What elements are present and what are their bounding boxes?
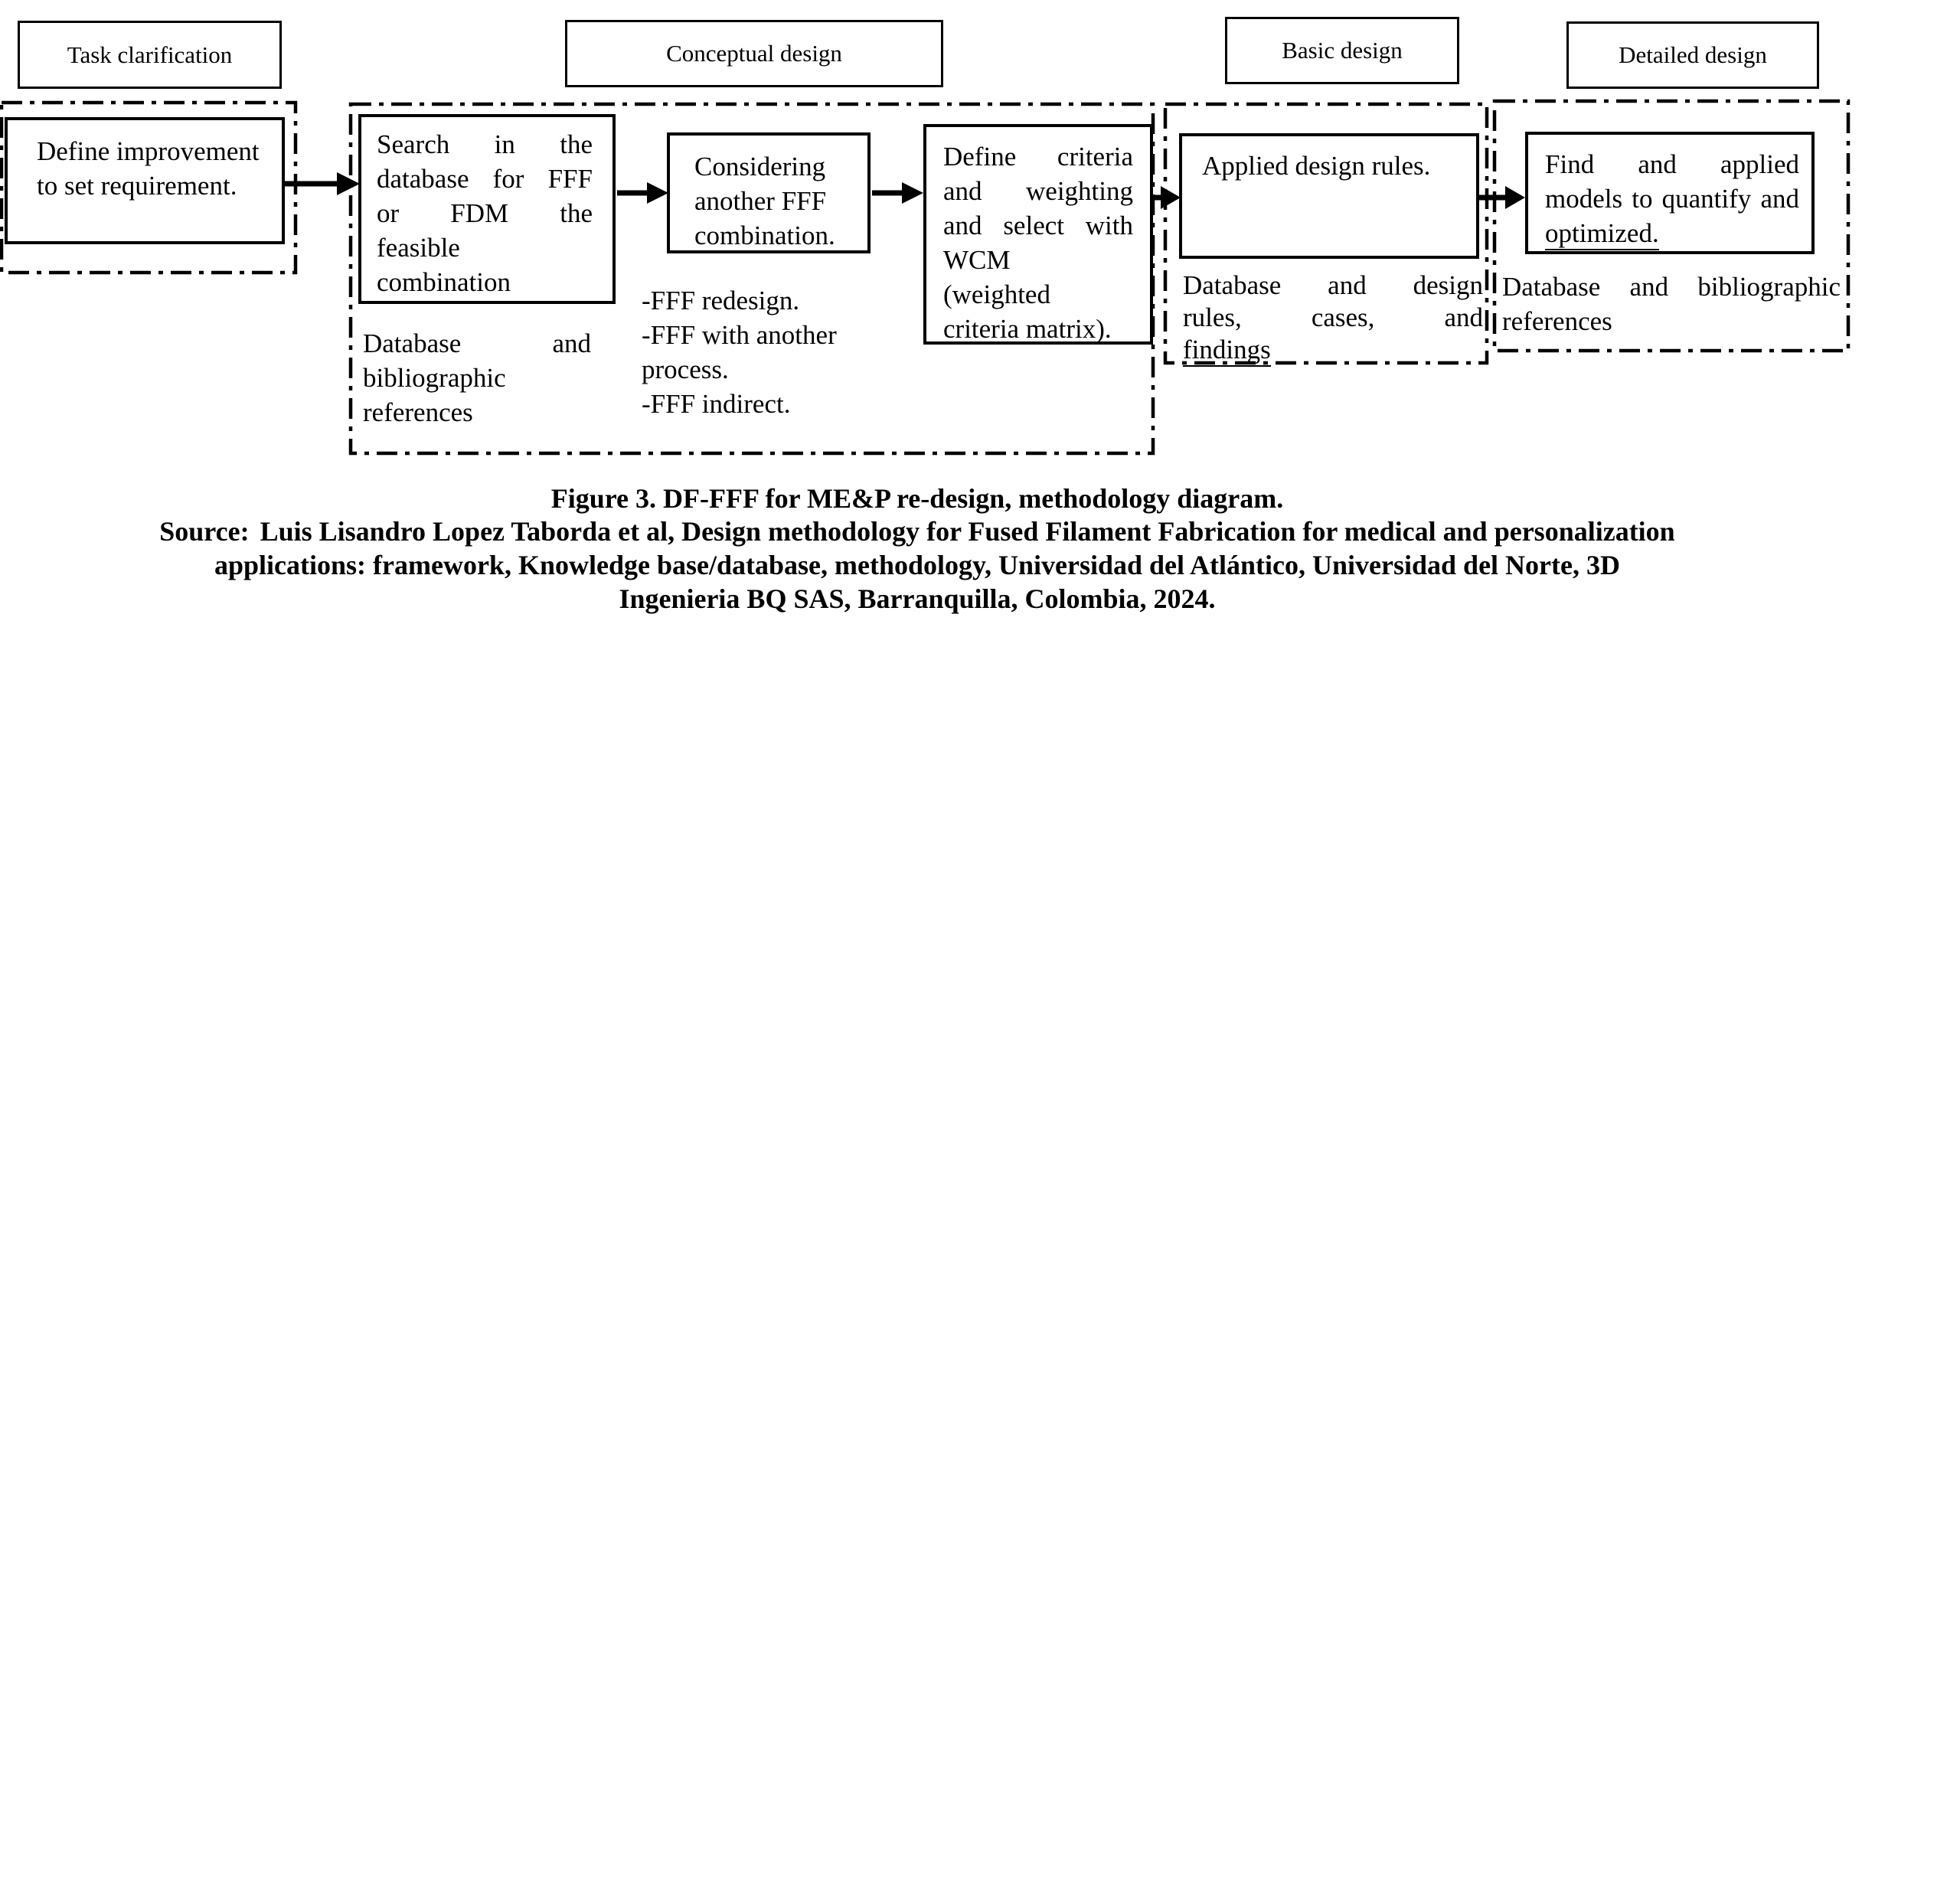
box-line: criteria matrix). (943, 314, 1112, 344)
stage-header-detailed: Detailed design (1566, 21, 1819, 89)
figure-caption-title: Figure 3. DF-FFF for ME&P re-design, methodology diagram. (550, 483, 1284, 514)
box-line: feasible (377, 233, 460, 263)
note-line: references (1502, 306, 1612, 336)
box-line: Find and applied (1545, 149, 1799, 179)
flow-arrow-head (647, 182, 668, 204)
box-line: Define improvement (37, 136, 260, 166)
box-find-applied-models (1525, 132, 1815, 254)
note-line: -FFF redesign. (642, 286, 800, 315)
note-line: -FFF with another (642, 320, 837, 350)
underlined-word: findings (1183, 335, 1271, 367)
underlined-word: optimized. (1545, 218, 1659, 250)
box-line: or FDM the (377, 198, 593, 228)
note-fff-options (642, 283, 880, 421)
box-line: another FFF (694, 186, 827, 216)
box-define-criteria-wcm (923, 124, 1153, 345)
flow-arrow-head (902, 182, 923, 204)
box-line: Search in the (377, 129, 593, 159)
box-line: combination (377, 267, 511, 297)
note-line: Database and bibliographic (1502, 272, 1841, 302)
note-line: process. (642, 355, 729, 384)
figure-caption-source (159, 515, 1675, 616)
flow-arrow-head (1505, 186, 1525, 209)
box-line: Applied design rules. (1202, 151, 1431, 181)
box-line: (weighted (943, 279, 1050, 309)
box-line: to set requirement. (37, 171, 237, 201)
note-line: references (363, 397, 473, 427)
stage-header-conceptual: Conceptual design (565, 20, 943, 87)
box-search-database (358, 114, 616, 304)
box-line: combination. (694, 221, 835, 250)
stage-header-basic: Basic design (1225, 17, 1459, 84)
source-text: Luis Lisandro Lopez Taborda et al, Design methodology for Fused Filament Fabrication for medical and personalization applications: framework, Knowledge base/database, methodology, Universidad del Atlántico, Universidad del Norte, 3D Ingenieria BQ SAS, Barranquilla, Colombia, 2024. (214, 516, 1675, 614)
flow-arrow-head (1161, 186, 1181, 209)
note-line (1183, 334, 1483, 366)
box-define-improvement (5, 117, 285, 244)
note-line: Database and (363, 328, 591, 358)
box-line: and select with (943, 211, 1133, 240)
box-line: WCM (943, 245, 1011, 275)
note-database-bibliographic-detailed (1502, 270, 1841, 338)
box-line: and weighting (943, 176, 1133, 206)
source-label: Source: (159, 516, 250, 547)
stage-header-task: Task clarification (18, 21, 282, 89)
box-applied-design-rules (1179, 133, 1479, 259)
box-considering-combination (667, 132, 871, 253)
note-database-design-rules (1183, 270, 1483, 366)
box-line (1545, 216, 1799, 250)
flow-arrow-head (337, 172, 360, 195)
note-line: rules, cases, and (1183, 302, 1483, 332)
box-line: Considering (694, 152, 826, 181)
note-line: Database and design (1183, 270, 1483, 300)
box-line: database for FFF (377, 164, 593, 194)
note-line: -FFF indirect. (642, 389, 791, 419)
box-line: Define criteria (943, 142, 1133, 172)
note-database-bibliographic-conceptual (363, 326, 591, 430)
box-line: models to quantify and (1545, 184, 1799, 214)
note-line: bibliographic (363, 363, 506, 393)
